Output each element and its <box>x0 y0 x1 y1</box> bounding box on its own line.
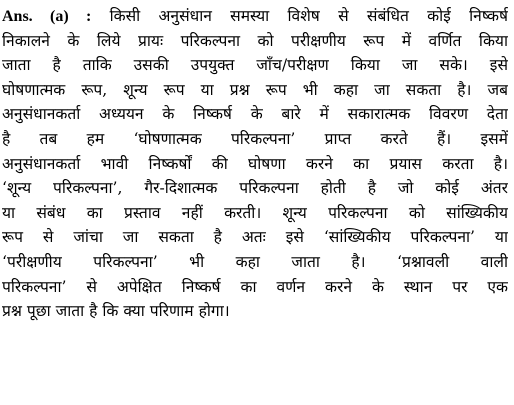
answer-text-line: है तब हम ‘घोषणात्मक परिकल्पना’ प्राप्त करते हैं। इसमें <box>2 129 508 148</box>
answer-text-line: निकालने के लिये प्रायः परिकल्पना को परीक्षणीय रूप में वर्णित किया <box>2 31 508 50</box>
answer-label: Ans. (a) : <box>2 8 92 25</box>
answer-text-line: अनुसंधानकर्ता भावी निष्कर्षों की घोषणा करने का प्रयास करता है। <box>2 154 508 173</box>
answer-text-line: किसी अनुसंधान समस्या विशेष से संबंधित कोई निष्कर्ष <box>109 7 508 25</box>
answer-line-1 <box>2 4 508 29</box>
answer-text-line: जाता है ताकि उसकी उपयुक्त जाँच/परीक्षण किया जा सके। इसे <box>2 56 508 75</box>
answer-text-line: रूप से जांचा जा सकता है अतः इसे ‘सांख्यिकीय परिकल्पना’ या <box>2 228 508 247</box>
answer-text-line: घोषणात्मक रूप, शून्य रूप या प्रश्न रूप भी कहा जा सकता है। जब <box>2 80 508 99</box>
answer-text-line: प्रश्न पूछा जाता है कि क्या परिणाम होगा। <box>2 302 230 321</box>
answer-text-line: अनुसंधानकर्ता अध्ययन के निष्कर्ष के बारे में सकारात्मक विवरण देता <box>2 105 508 124</box>
answer-text-line: परिकल्पना’ से अपेक्षित निष्कर्ष का वर्णन करने के स्थान पर एक <box>2 277 508 296</box>
answer-text-line: या संबंध का प्रस्ताव नहीं करती। शून्य परिकल्पना को सांख्यिकीय <box>2 203 508 222</box>
answer-text-line: ‘परीक्षणीय परिकल्पना’ भी कहा जाता है। ‘प्रश्नावली वाली <box>2 252 508 271</box>
answer-paragraph <box>2 4 508 324</box>
answer-text-line: ‘शून्य परिकल्पना’, गैर-दिशात्मक परिकल्पना होती है जो कोई अंतर <box>2 179 508 198</box>
